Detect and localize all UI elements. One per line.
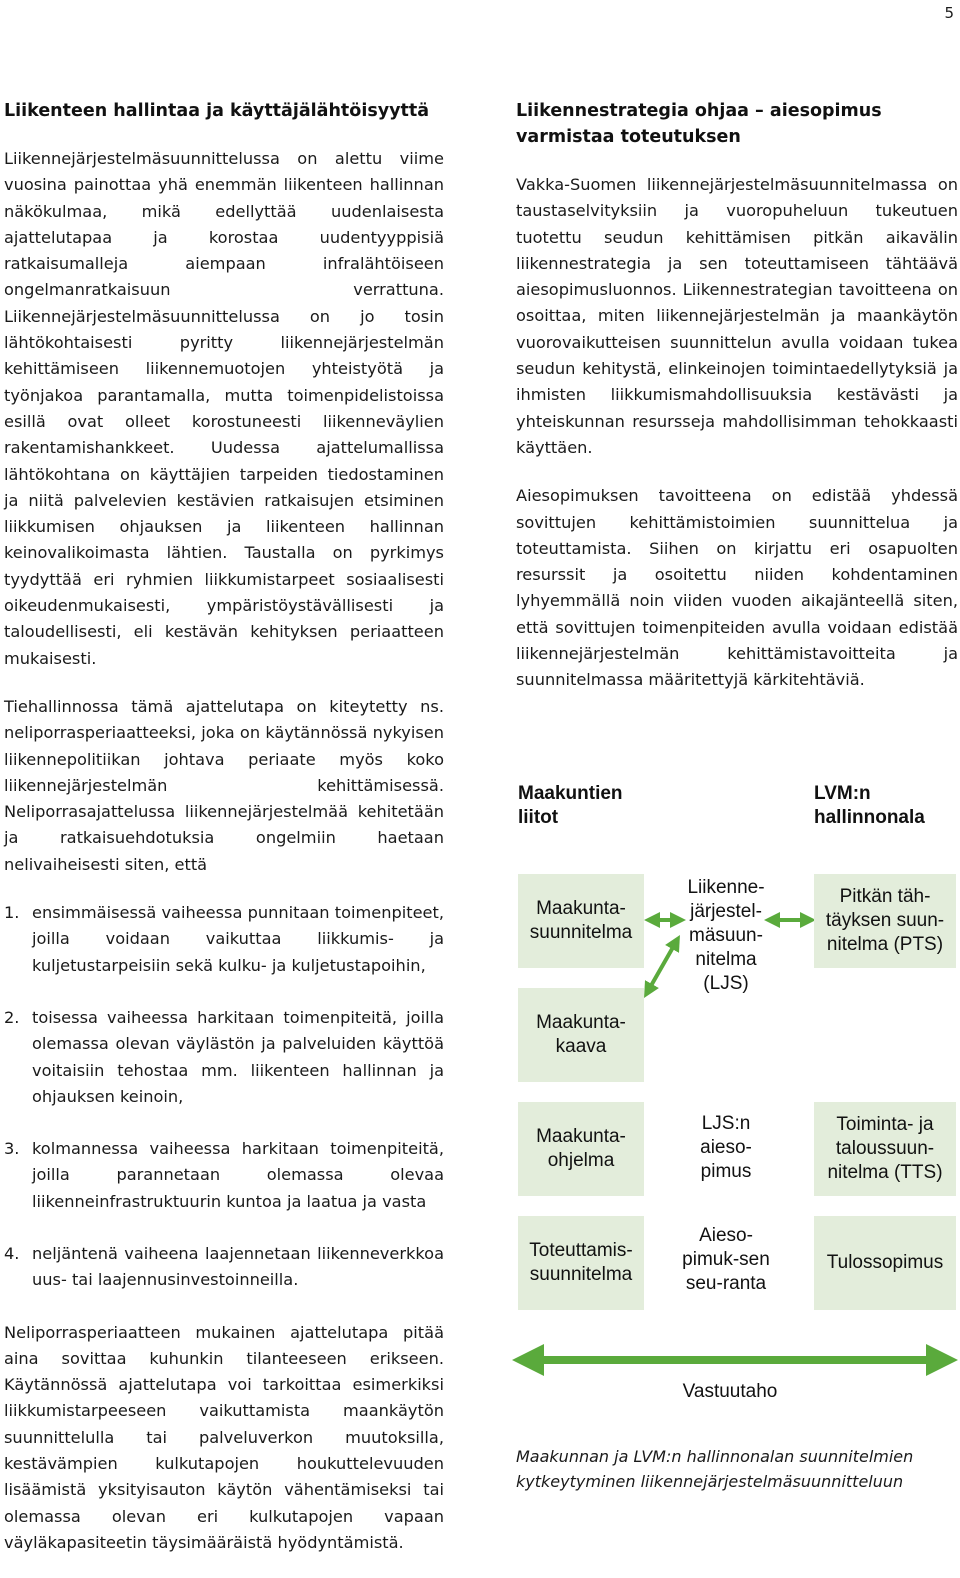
- list-item: [4, 1136, 444, 1215]
- page-number: 5: [944, 4, 954, 22]
- header-maakuntien-liitot: Maakuntien liitot: [518, 783, 623, 828]
- list-number: 1.: [4, 903, 20, 923]
- list-item: [4, 1005, 444, 1110]
- center-aiesopimus: LJS:n aieso-pimus: [700, 1113, 752, 1182]
- box-maakuntasuunnitelma: Maakunta-suunnitelma: [518, 874, 644, 968]
- four-step-list: [4, 900, 444, 1294]
- right-heading: Liikennestrategia ohjaa – aiesopimus varmistaa toteutuksen: [516, 101, 882, 147]
- right-column: [516, 98, 958, 716]
- box-maakuntakaava: Maakunta-kaava: [518, 988, 644, 1082]
- left-column: [4, 98, 444, 1578]
- right-paragraph-2: Aiesopimuksen tavoitteena on edistää yhdessä sovittujen kehittämistoimien suunnittelua ja toteuttamista. Siihen on kirjattu eri osapuolten resurssit ja osoitettu niiden kohdentaminen lyhyemmällä noin viiden vuoden aikajänteellä siten, että sovittujen toimenpiteiden avulla voidaan edistää liikennejärjestelmän kehittämistavoitteita ja suunnitelmassa määritettyjä kärkitehtäviä.: [516, 486, 958, 690]
- left-heading: Liikenteen hallintaa ja käyttäjälähtöisyyttä: [4, 101, 430, 121]
- label-vastuutaho: Vastuutaho: [682, 1381, 778, 1402]
- planning-diagram: [510, 776, 958, 1416]
- diagram-arrows: [510, 776, 958, 1416]
- center-ljs: Liikenne-järjestel-mäsuun-nitelma (LJS): [687, 877, 765, 994]
- diagram-caption: Maakunnan ja LVM:n hallinnonalan suunnitelmien kytkeytyminen liikennejärjestelmäsuunnitteluun: [516, 1447, 914, 1491]
- left-paragraph-3: Neliporrasperiaatteen mukainen ajattelutapa pitää aina sovittaa kuhunkin tilanteeseen erikseen. Käytännössä ajattelutapa voi tarkoittaa esimerkiksi liikkumistarpeeseen vaikuttamista maankäytön suunnittelulla tai palveluverkon muutoksilla, kestävämpien kulkutapojen houkuttelevuuden lisäämistä yksityisauton käytön vähentämiseksi tai olemassa olevan eri kulkutapojen vapaan väyläkapasiteetin täysimääräistä hyödyntämistä.: [4, 1322, 444, 1552]
- box-tulossopimus: Tulossopimus: [814, 1216, 956, 1310]
- arrow-kaava-ljs: [648, 942, 676, 991]
- box-pts: Pitkän täh-täyksen suun-nitelma (PTS): [814, 874, 956, 968]
- left-paragraph-2: Tiehallinnossa tämä ajattelutapa on kiteytetty ns. neliporrasperiaatteeksi, joka on käytännössä nykyisen liikennepolitiikan johtava periaate myös koko liikennejärjestelmän kehittämisessä. Neliporrasajattelussa liikennejärjestelmää kehitetään ja ratkaisuehdotuksia ongelmiin haetaan nelivaiheisesti siten, että: [4, 696, 444, 874]
- list-text: toisessa vaiheessa harkitaan toimenpiteitä, joilla olemassa olevan väylästön ja palveluiden käyttöä voitaisiin tehostaa mm. liikenteen hallinnan ja ohjauksen keinoin,: [32, 1007, 444, 1106]
- box-tts: Toiminta- ja taloussuun-nitelma (TTS): [814, 1102, 956, 1196]
- right-paragraph-1: Vakka-Suomen liikennejärjestelmäsuunnitelmassa on taustaselvityksiin ja vuoropuheluun tukeutuen tuotettu seudun kehittämisen pitkän aikavälin liikennestrategia ja sen toteuttamiseen tähtäävä aiesopimusluonnos. Liikennestrategian tavoitteena on osoittaa, miten liikennejärjestelmän ja maankäytön vuorovaikutteisen suunnittelun avulla voidaan tukea seudun kehitystä, elinkeinojen toimintaedellytyksiä ja ihmisten liikkumismahdollisuuksia kestävästi ja yhteiskunnan resursseja mahdollisimman tehokkaasti käyttäen.: [516, 175, 958, 457]
- list-text: neljäntenä vaiheena laajennetaan liikenneverkkoa uus- tai laajennusinvestoinneilla.: [32, 1243, 444, 1290]
- list-text: ensimmäisessä vaiheessa punnitaan toimenpiteet, joilla voidaan vaikuttaa liikkumis- ja kuljetustarpeisiin sekä kulku- ja kuljetustapoihin,: [32, 903, 444, 975]
- list-item: [4, 900, 444, 979]
- list-text: kolmannessa vaiheessa harkitaan toimenpiteitä, joilla parannetaan olemassa olevaa liikenneinfrastruktuurin kuntoa ja laatua ja vasta: [32, 1139, 444, 1211]
- box-maakuntaohjelma: Maakunta-ohjelma: [518, 1102, 644, 1196]
- list-number: 3.: [4, 1139, 20, 1159]
- box-toteuttamissuunnitelma: Toteuttamis-suunnitelma: [518, 1216, 644, 1310]
- list-item: [4, 1241, 444, 1294]
- list-number: 2.: [4, 1007, 20, 1027]
- header-lvm-hallinnonala: LVM:n hallinnonala: [814, 783, 925, 828]
- center-seuranta: Aieso-pimuk-sen seu-ranta: [682, 1225, 770, 1294]
- left-paragraph-1: Liikennejärjestelmäsuunnittelussa on alettu viime vuosina painottaa yhä enemmän liikenteen hallinnan näkökulmaa, mikä edellyttää uudenlaisesta ajattelutapaa ja korostaa uudentyyppisiä ratkaisumalleja aiempaan infralähtöiseen ongelmanratkaisuun verrattuna. Liikennejärjestelmäsuunnittelussa on jo tosin lähtökohtaisesti pyritty liikennejärjestelmän kehittämiseen liikennemuotojen yhteistyötä ja työnjakoa parantamalla, mutta toimenpidelistoissa esillä ovat olleet korostuneesti liikenneväylien rakentamishankkeet. Uudessa ajattelumallissa lähtökohtana on käyttäjien tarpeiden tiedostaminen ja niitä palvelevien kestävien ratkaisujen etsiminen liikkumisen ohjauksen ja liikenteen hallinnan keinovalikoimasta lähtien. Taustalla on pyrkimys tyydyttää eri ryhmien liikkumistarpeet sosiaalisesti oikeudenmukaisesti, ympäristöystävällisesti ja taloudellisesti, eli kestävän kehityksen periaatteen mukaisesti.: [4, 149, 444, 668]
- list-number: 4.: [4, 1243, 20, 1263]
